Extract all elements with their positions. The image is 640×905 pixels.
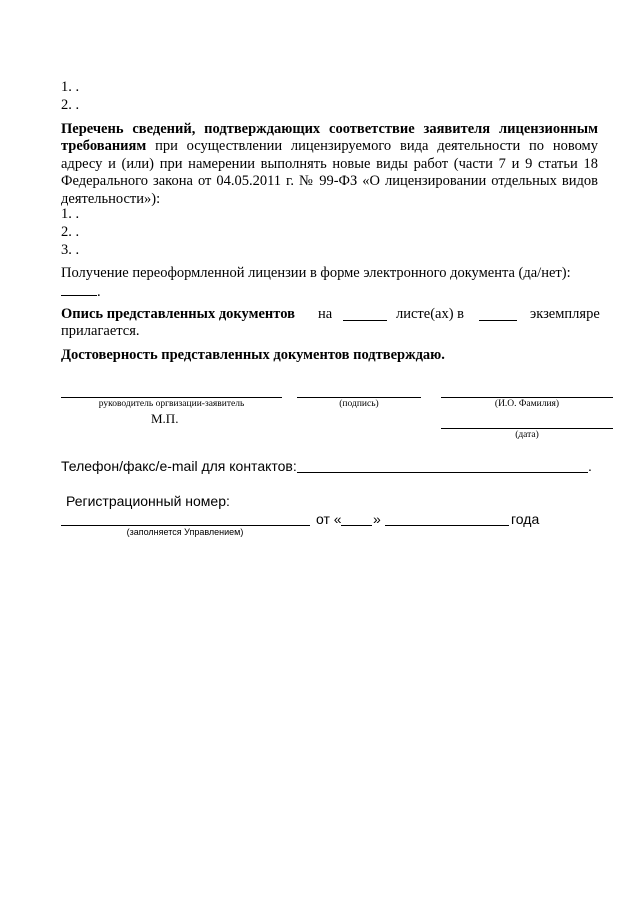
contacts-label: Телефон/факс/e-mail для контактов: (61, 458, 297, 474)
requirements-heading: Перечень сведений, подтверждающих соответствие заявителя лицензионным требованиям (61, 121, 598, 155)
name-line[interactable] (441, 397, 613, 398)
registration-year: года (511, 511, 540, 527)
inventory-heading: Опись представленных документов (61, 306, 295, 322)
signature-line[interactable] (297, 397, 421, 398)
inventory-on: на (318, 306, 333, 322)
date-line[interactable] (441, 428, 613, 429)
date-caption: (дата) (515, 430, 539, 440)
registration-label: Регистрационный номер: (66, 493, 230, 509)
inventory-copy: экземпляре (530, 306, 600, 322)
contacts-end: . (588, 458, 592, 474)
registration-quote-close: » (373, 511, 381, 527)
requirements-text: при осуществлении лицензируемого вида деятельности по новому адресу и (или) при намерении выполнять новые виды работ (части 7 и 9 статьи 18 Федерального закона от 04.05.2011 г. № 99-ФЗ «О лицензировании отдельных видов деятельности»): (61, 138, 598, 207)
stamp-label: М.П. (151, 411, 179, 426)
inventory-sheets: листе(ах) в (396, 306, 465, 322)
role-line[interactable] (61, 397, 282, 398)
electronic-text: Получение переоформленной лицензии в форме электронного документа (да/нет): (61, 265, 571, 281)
list-item: 3. . (61, 242, 80, 258)
registration-day-field[interactable] (341, 525, 372, 526)
electronic-answer-field[interactable] (61, 283, 97, 296)
list-item: 1. . (61, 206, 80, 222)
registration-month-field[interactable] (385, 525, 509, 526)
list-item: 1. . (61, 79, 80, 95)
electronic-end: . (97, 284, 101, 300)
requirements-paragraph (61, 121, 598, 208)
confirm-statement: Достоверность представленных документов подтверждаю. (61, 347, 445, 363)
name-caption: (И.О. Фамилия) (494, 399, 560, 409)
list-item: 2. . (61, 97, 80, 113)
electronic-paragraph (61, 265, 598, 283)
inventory-attached: прилагается. (61, 323, 140, 339)
contacts-field[interactable] (297, 472, 588, 473)
copies-count-field[interactable] (479, 307, 517, 321)
sheets-count-field[interactable] (343, 307, 387, 321)
registration-caption: (заполняется Управлением) (126, 527, 244, 537)
list-item: 2. . (61, 224, 80, 240)
role-caption: руководитель оргвизации-заявитель (98, 399, 245, 409)
signature-caption: (подпись) (339, 399, 379, 409)
registration-from: от « (316, 511, 342, 527)
registration-number-field[interactable] (61, 525, 310, 526)
electronic-answer (61, 283, 101, 301)
